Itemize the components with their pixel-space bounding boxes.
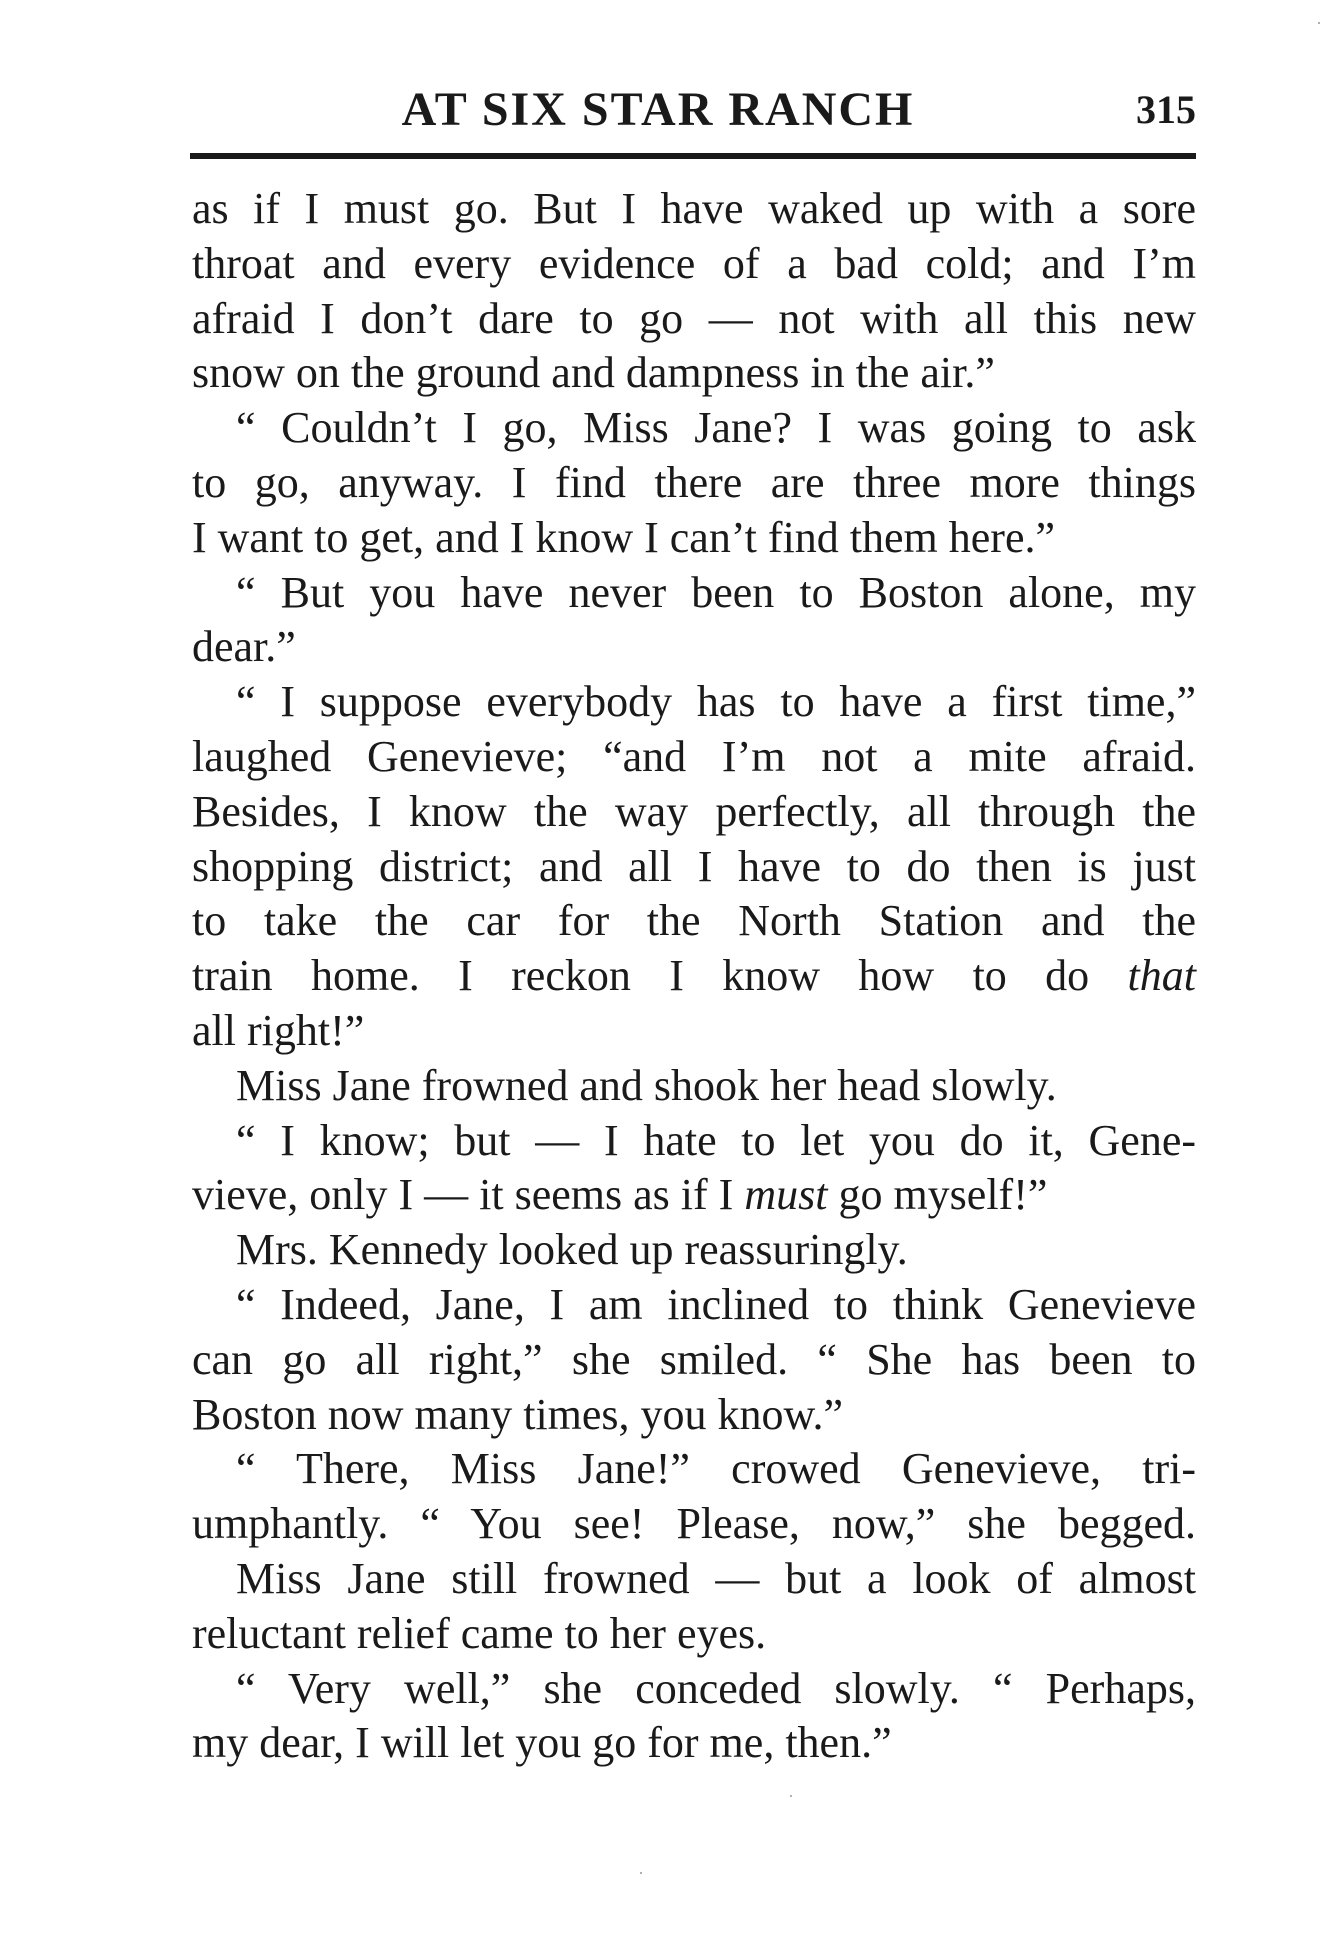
text-line: Miss Jane frowned and shook her head slowly. bbox=[236, 1060, 1057, 1110]
text-line: to take the car for the North Station and the bbox=[192, 896, 1196, 946]
text-line: “ There, Miss Jane!” crowed Genevieve, tri- bbox=[236, 1444, 1196, 1494]
text-line: all right!” bbox=[192, 1005, 365, 1055]
text-segment: train home. I reckon I know how to do bbox=[192, 951, 1128, 1001]
paper-speck bbox=[790, 1795, 792, 1797]
body-text bbox=[192, 182, 1196, 1771]
text-line: to go, anyway. I find there are three more things bbox=[192, 457, 1196, 507]
text-line: I want to get, and I know I can’t find them here.” bbox=[192, 512, 1056, 562]
text-line: reluctant relief came to her eyes. bbox=[192, 1608, 767, 1658]
italic-word: that bbox=[1127, 951, 1196, 1001]
text-line: can go all right,” she smiled. “ She has been to bbox=[192, 1334, 1196, 1384]
text-line: my dear, I will let you go for me, then.” bbox=[192, 1718, 892, 1768]
page-header bbox=[190, 78, 1196, 142]
text-segment: vieve, only I — it seems as if I bbox=[192, 1170, 745, 1220]
text-line: afraid I don’t dare to go — not with all this new bbox=[192, 293, 1196, 343]
paper-speck bbox=[640, 1872, 642, 1874]
text-line bbox=[192, 1168, 1196, 1223]
text-line: laughed Genevieve; “and I’m not a mite afraid. bbox=[192, 731, 1196, 781]
page-number: 315 bbox=[1136, 87, 1196, 132]
text-line: “ Couldn’t I go, Miss Jane? I was going to ask bbox=[236, 403, 1196, 453]
text-line: “ I know; but — I hate to let you do it, Gene- bbox=[236, 1115, 1196, 1165]
text-line: throat and every evidence of a bad cold; and I’m bbox=[192, 238, 1196, 288]
running-title: AT SIX STAR RANCH bbox=[401, 83, 915, 136]
text-segment: go myself!” bbox=[827, 1170, 1048, 1220]
text-line: Mrs. Kennedy looked up reassuringly. bbox=[236, 1225, 908, 1275]
text-line: as if I must go. But I have waked up with a sore bbox=[192, 184, 1196, 233]
text-line: “ Indeed, Jane, I am inclined to think Genevieve bbox=[236, 1279, 1196, 1329]
text-line: shopping district; and all I have to do then is just bbox=[192, 841, 1196, 891]
header-rule bbox=[190, 153, 1196, 159]
text-line: dear.” bbox=[192, 622, 296, 672]
text-line bbox=[192, 949, 1196, 1004]
text-line: snow on the ground and dampness in the air.” bbox=[192, 348, 995, 398]
italic-word: must bbox=[744, 1170, 828, 1220]
paper-speck bbox=[1318, 22, 1320, 24]
text-line: Boston now many times, you know.” bbox=[192, 1389, 843, 1439]
text-line: “ Very well,” she conceded slowly. “ Perhaps, bbox=[236, 1663, 1196, 1713]
text-line: umphantly. “ You see! Please, now,” she begged. bbox=[192, 1499, 1196, 1549]
text-line: “ I suppose everybody has to have a first time,” bbox=[236, 677, 1196, 727]
text-line: Miss Jane still frowned — but a look of almost bbox=[236, 1553, 1196, 1603]
text-line: Besides, I know the way perfectly, all through the bbox=[192, 786, 1196, 836]
text-line: “ But you have never been to Boston alone, my bbox=[236, 567, 1196, 617]
